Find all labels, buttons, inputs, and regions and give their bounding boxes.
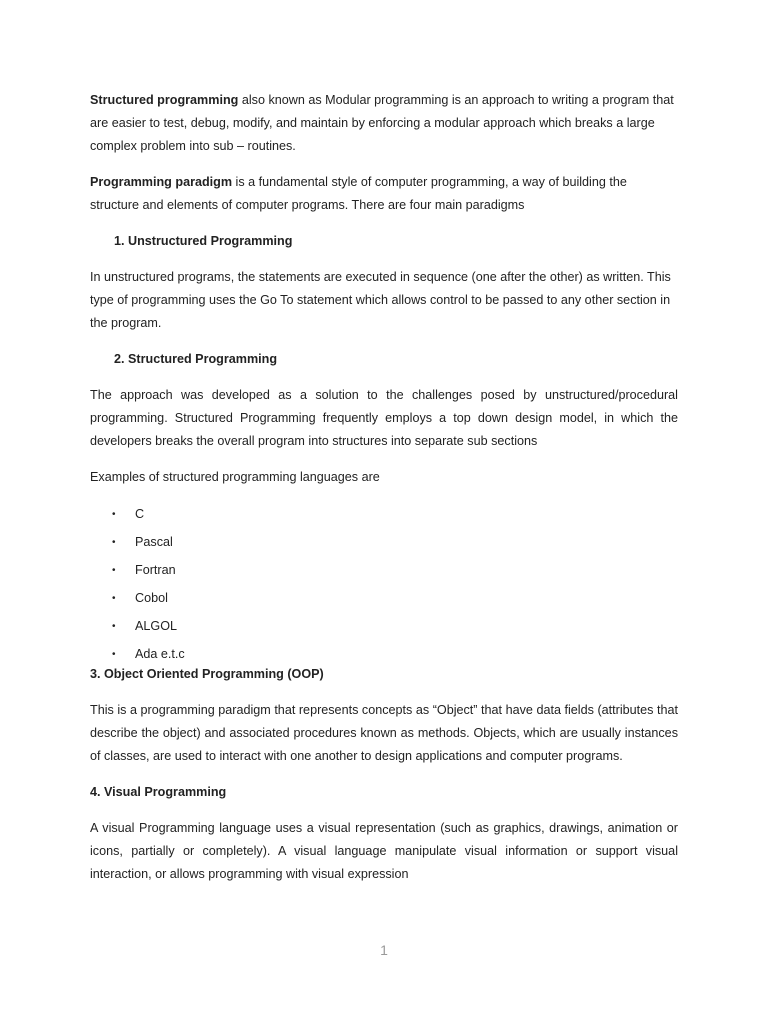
- list-item-text: Cobol: [135, 591, 168, 605]
- list-item: [90, 501, 678, 529]
- intro-paragraph-structured: [90, 89, 678, 158]
- list-item: [90, 585, 678, 613]
- paragraph-visual-programming: A visual Programming language uses a visual representation (such as graphics, drawings, animation or icons, partially or completely). A visual language manipulate visual information or support visual interaction, or allows programming with visual expression: [90, 821, 678, 881]
- list-item-text: Pascal: [135, 535, 173, 549]
- document-page: [90, 89, 678, 886]
- heading-object-oriented-programming: 3. Object Oriented Programming (OOP): [90, 667, 324, 681]
- heading-structured-programming: 2. Structured Programming: [114, 352, 278, 366]
- bullet-icon: •: [112, 593, 116, 604]
- bullet-icon: •: [112, 649, 116, 660]
- intro-paragraph-paradigm: [90, 171, 678, 217]
- language-list: [90, 501, 678, 663]
- paragraph-object-oriented-programming: This is a programming paradigm that represents concepts as “Object” that have data fields (attributes that describe the object) and associated procedures known as methods. Objects, which are usually instances of classes, are used to interact with one another to design applications and computer programs.: [90, 703, 678, 763]
- paragraph-structured-programming: The approach was developed as a solution to the challenges posed by unstructured/procedural programming. Structured Programming frequently employs a top down design model, in which the developers breaks the overall program into structures into separate sub sections: [90, 388, 678, 448]
- list-item-text: ALGOL: [135, 619, 177, 633]
- list-item: [90, 529, 678, 557]
- bullet-icon: •: [112, 509, 116, 520]
- bullet-icon: •: [112, 621, 116, 632]
- intro-text-structured: also known as Modular programming is an approach to writing a program that are easier to test, debug, modify, and maintain by enforcing a modular approach which breaks a large complex problem into sub – routines.: [90, 93, 674, 153]
- page-number: 1: [380, 942, 388, 958]
- list-item-text: C: [135, 507, 145, 521]
- paragraph-unstructured-programming: In unstructured programs, the statements are executed in sequence (one after the other) as written. This type of programming uses the Go To statement which allows control to be passed to any other section in the program.: [90, 270, 671, 330]
- list-item: [90, 557, 678, 585]
- term-structured-programming: Structured programming: [90, 93, 239, 107]
- heading-unstructured-programming: 1. Unstructured Programming: [114, 234, 293, 248]
- list-item-text: Ada e.t.c: [135, 647, 185, 661]
- bullet-icon: •: [112, 537, 116, 548]
- list-item-text: Fortran: [135, 563, 176, 577]
- heading-visual-programming: 4. Visual Programming: [90, 785, 227, 799]
- term-programming-paradigm: Programming paradigm: [90, 175, 233, 189]
- bullet-icon: •: [112, 565, 116, 576]
- list-item: [90, 641, 678, 663]
- intro-text-paradigm: is a fundamental style of computer programming, a way of building the structure and elements of computer programs. There are four main paradigms: [90, 175, 627, 212]
- examples-intro: Examples of structured programming languages are: [90, 470, 380, 484]
- list-item: [90, 613, 678, 641]
